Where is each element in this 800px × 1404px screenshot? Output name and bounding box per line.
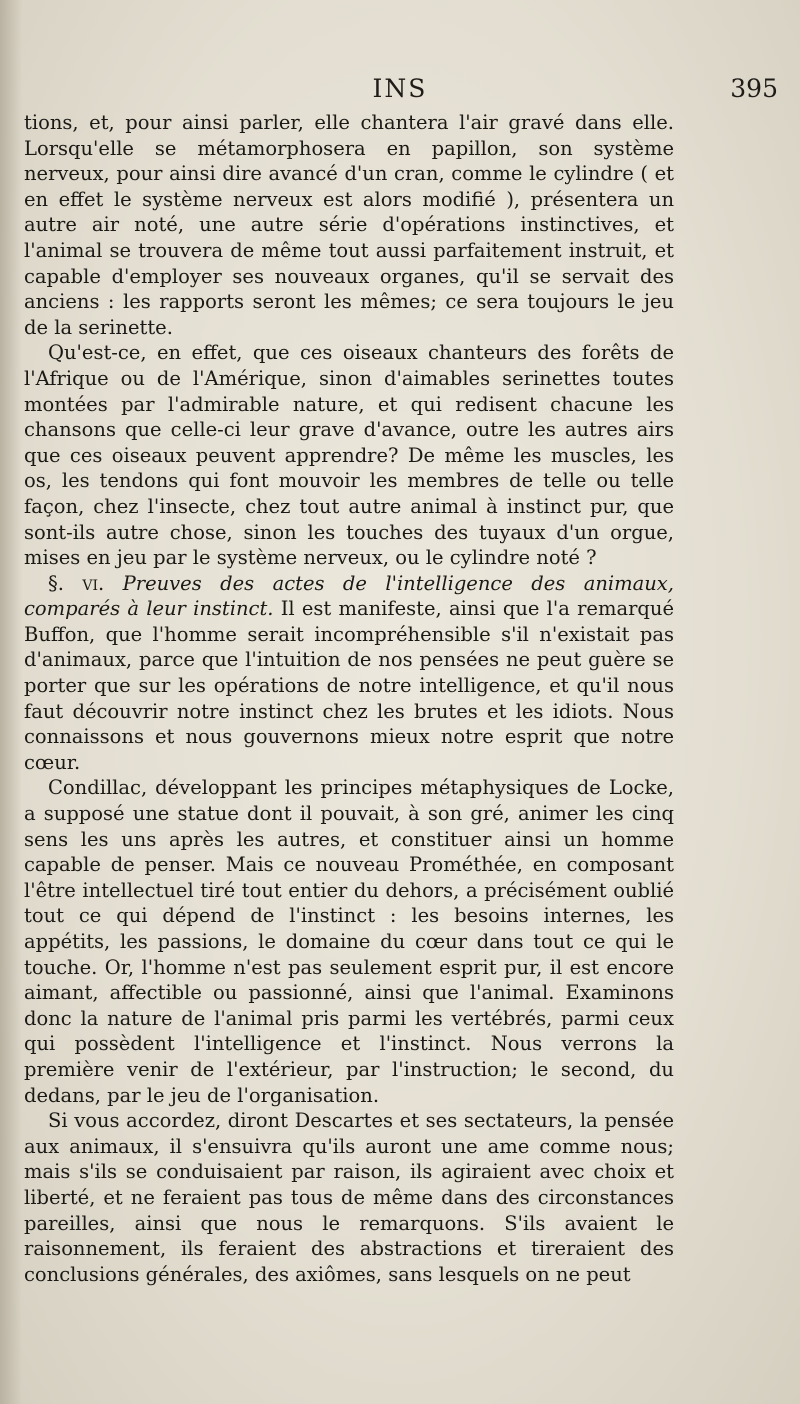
section-mark: §. vi. — [48, 571, 105, 595]
page-gutter-shadow — [0, 0, 22, 1404]
paragraph-2: Qu'est-ce, en effet, que ces oiseaux chanteurs des forêts de l'Afrique ou de l'Amérique, sinon d'aimables serinettes toutes montées par l'admirable nature, et qui redisent chacune les chansons que celle-ci leur grave d'avance, outre les autres airs que ces oiseaux peuvent apprendre? De même les muscles, les os, les tendons qui font mouvoir les membres de telle ou telle façon, chez l'insecte, chez tout autre animal à instinct pur, que sont-ils autre chose, sinon les touches des tuyaux d'un orgue, mises en jeu par le système nerveux, ou le cylindre noté ? — [24, 341, 674, 570]
body-text — [24, 110, 674, 1287]
paragraph-4: Condillac, développant les principes métaphysiques de Locke, a supposé une statue dont il pouvait, à son gré, animer les cinq sens les uns après les autres, et constituer ainsi un homme capable de penser. Mais ce nouveau Prométhée, en composant l'être intellectuel tiré tout entier du dehors, a précisément oublié tout ce qui dépend de l'instinct : les besoins internes, les appétits, les passions, le domaine du cœur dans tout ce qui le touche. Or, l'homme n'est pas seulement esprit pur, il est encore aimant, affectible ou passionné, ainsi que l'animal. Examinons donc la nature de l'animal pris parmi les vertébrés, parmi ceux qui possèdent l'intelligence et l'instinct. Nous verrons la première venir de l'extérieur, par l'instruction; le second, du dedans, par le jeu de l'organisation. — [24, 776, 674, 1107]
page-number: 395 — [730, 74, 778, 103]
section-title: Preuves des actes de l'intelligence des animaux, comparés à leur instinct. — [24, 571, 675, 621]
paragraph-1: tions, et, pour ainsi parler, elle chantera l'air gravé dans elle. Lorsqu'elle se métamorphosera en papillon, son système nerveux, pour ainsi dire avancé d'un cran, comme le cylindre ( et en effet le système nerveux est alors modifié ), présentera un autre air noté, une autre série d'opérations instinctives, et l'animal se trouvera de même tout aussi parfaitement instruit, et capable d'employer ses nouveaux organes, qu'il se servait des anciens : les rapports seront les mêmes; ce sera toujours le jeu de la serinette. — [24, 111, 674, 339]
paragraph-3-text: Il est manifeste, ainsi que l'a remarqué Buffon, que l'homme serait incompréhensible s'il n'existait pas d'animaux, parce que l'intuition de nos pensées ne peut guère se porter que sur les opérations de notre intelligence, et qu'il nous faut découvrir notre instinct chez les brutes et les idiots. Nous connaissons et nous gouvernons mieux notre esprit que notre cœur. — [24, 597, 674, 774]
running-head-word: INS — [372, 74, 428, 103]
paragraph-5: Si vous accordez, diront Descartes et ses sectateurs, la pensée aux animaux, il s'ensuivra qu'ils auront une ame comme nous; mais s'ils se conduisaient par raison, ils agiraient avec choix et liberté, et ne feraient pas tous de même dans des circonstances pareilles, ainsi que nous le remarquons. S'ils avaient le raisonnement, ils feraient des abstractions et tireraient des conclusions générales, des axiômes, sans lesquels on ne peut — [24, 1109, 674, 1286]
paragraph-3 — [24, 571, 674, 776]
running-head — [22, 74, 778, 114]
